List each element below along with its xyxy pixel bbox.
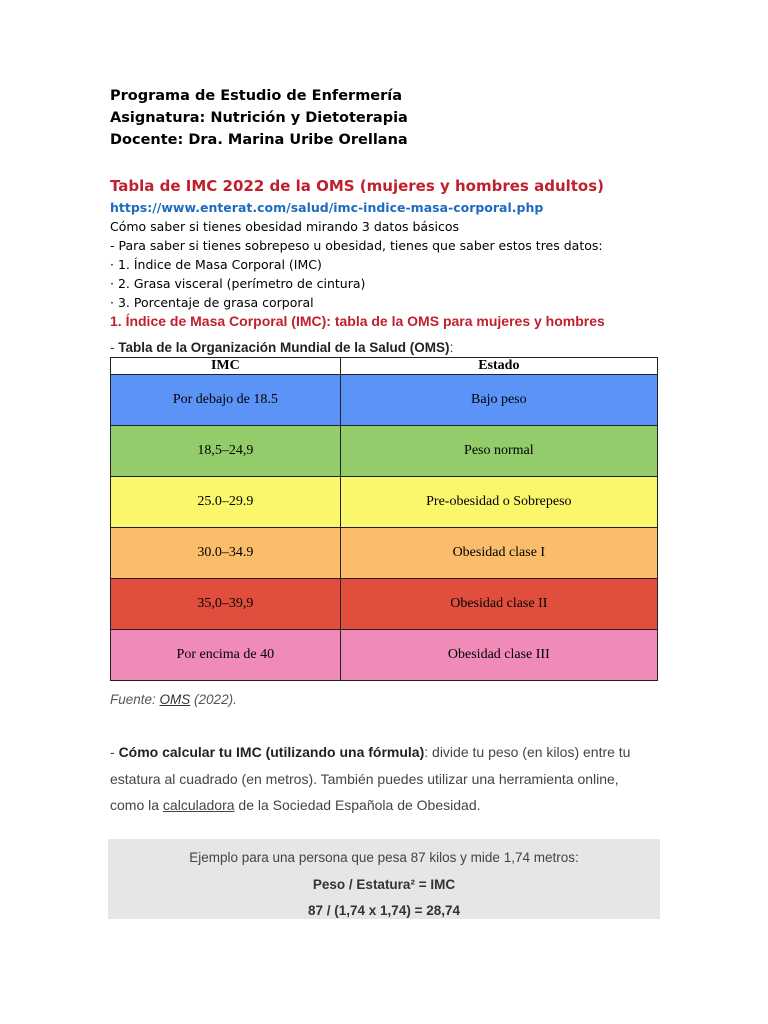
estado-cell: Obesidad clase III bbox=[340, 630, 657, 681]
table-row bbox=[111, 477, 658, 528]
column-header-estado: Estado bbox=[340, 358, 657, 375]
table-row bbox=[111, 579, 658, 630]
intro-line: Cómo saber si tienes obesidad mirando 3 datos básicos bbox=[110, 219, 460, 234]
section-title: Tabla de IMC 2022 de la OMS (mujeres y hombres adultos) bbox=[110, 177, 605, 195]
formula-text: Peso / Estatura² = IMC bbox=[312, 877, 456, 892]
table-row bbox=[111, 630, 658, 681]
column-header-imc: IMC bbox=[111, 358, 341, 375]
source-note: Fuente: OMS (2022). bbox=[110, 692, 237, 707]
example-result: 87 / (1,74 x 1,74) = 28,74 bbox=[308, 903, 460, 918]
imc-range-cell: 30.0–34.9 bbox=[111, 528, 341, 579]
intro-list-item: · 3. Porcentaje de grasa corporal bbox=[110, 295, 314, 310]
intro-list-item: · 1. Índice de Masa Corporal (IMC) bbox=[110, 257, 322, 272]
imc-table bbox=[110, 357, 658, 681]
estado-cell: Obesidad clase I bbox=[340, 528, 657, 579]
table-caption: - Tabla de la Organización Mundial de la Salud (OMS): bbox=[110, 340, 454, 355]
imc-range-cell: Por encima de 40 bbox=[111, 630, 341, 681]
subject-heading: Asignatura: Nutrición y Dietoterapia bbox=[110, 110, 408, 126]
imc-range-cell: Por debajo de 18.5 bbox=[111, 375, 341, 426]
formula-paragraph-line: estatura al cuadrado (en metros). También puedes utilizar una herramienta online, bbox=[110, 771, 619, 787]
table-header-row bbox=[111, 358, 658, 375]
example-description: Ejemplo para una persona que pesa 87 kilos y mide 1,74 metros: bbox=[189, 850, 579, 865]
estado-cell: Obesidad clase II bbox=[340, 579, 657, 630]
estado-cell: Pre-obesidad o Sobrepeso bbox=[340, 477, 657, 528]
table-row bbox=[111, 375, 658, 426]
table-row bbox=[111, 426, 658, 477]
program-heading: Programa de Estudio de Enfermería bbox=[110, 88, 403, 104]
formula-paragraph-line: como la calculadora de la Sociedad Española de Obesidad. bbox=[110, 797, 481, 813]
estado-cell: Peso normal bbox=[340, 426, 657, 477]
intro-line: - Para saber si tienes sobrepeso u obesidad, tienes que saber estos tres datos: bbox=[110, 238, 603, 253]
imc-subheading: 1. Índice de Masa Corporal (IMC): tabla de la OMS para mujeres y hombres bbox=[110, 313, 605, 329]
oms-link[interactable]: OMS bbox=[159, 692, 191, 707]
imc-range-cell: 18,5–24,9 bbox=[111, 426, 341, 477]
source-url-link[interactable]: https://www.enterat.com/salud/imc-indice-masa-corporal.php bbox=[110, 200, 544, 215]
intro-list-item: · 2. Grasa visceral (perímetro de cintura) bbox=[110, 276, 366, 291]
example-box bbox=[108, 839, 660, 919]
table-row bbox=[111, 528, 658, 579]
formula-paragraph-line: - Cómo calcular tu IMC (utilizando una fórmula): divide tu peso (en kilos) entre tu bbox=[110, 744, 631, 760]
calculadora-link[interactable]: calculadora bbox=[162, 797, 235, 813]
imc-range-cell: 25.0–29.9 bbox=[111, 477, 341, 528]
estado-cell: Bajo peso bbox=[340, 375, 657, 426]
imc-range-cell: 35,0–39,9 bbox=[111, 579, 341, 630]
teacher-heading: Docente: Dra. Marina Uribe Orellana bbox=[110, 132, 408, 148]
